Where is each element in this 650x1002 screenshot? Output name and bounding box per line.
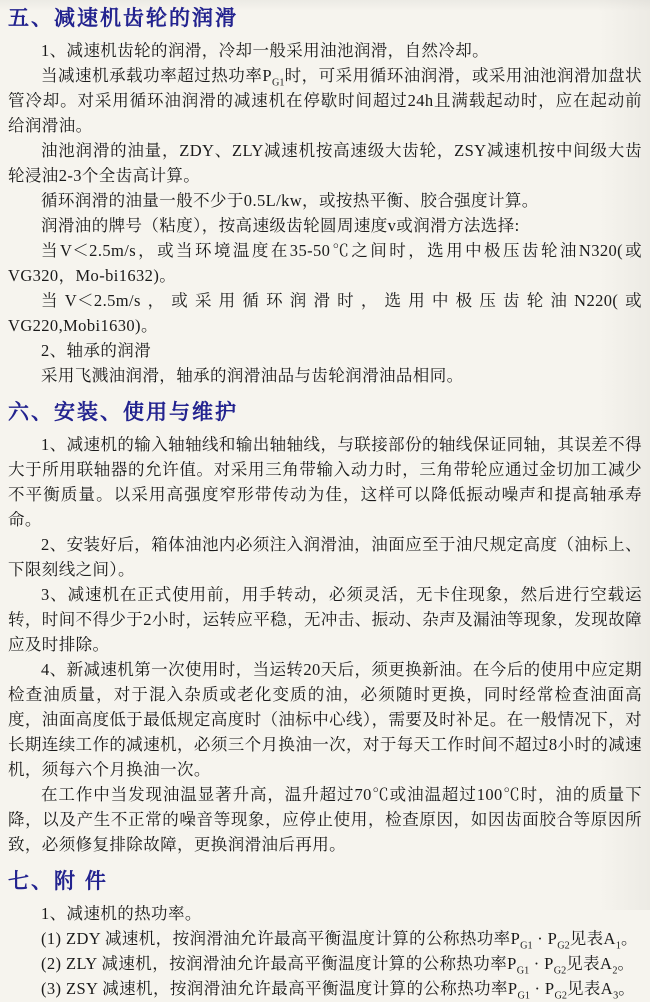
paragraph: 1、减速机的热功率。 — [41, 904, 202, 924]
paragraph: 润滑油的牌号（粘度），按高速级齿轮圆周速度v或润滑方法选择: — [41, 216, 520, 236]
paragraph: 采用飞溅油润滑，轴承的润滑油品与齿轮润滑油品相同。 — [41, 366, 464, 386]
paragraph: 当V＜2.5m/s，或当环境温度在35-50℃之间时，选用中极压齿轮油N320(或VG320，Mo-bi1632)。 — [8, 241, 642, 286]
subscript: 2 — [612, 965, 618, 977]
subscript: G1 — [516, 965, 530, 977]
section-installation-maintenance — [8, 401, 642, 857]
section-body-appendix — [8, 901, 642, 1001]
paragraph: 1、减速机齿轮的润滑，冷却一般采用油池润滑，自然冷却。 — [41, 41, 490, 61]
paragraph: 在工作中当发现油温显著升高，温升超过70℃或油温超过100℃时，油的质量下降，以及产生不正常的噪音等现象，应停止使用，检查原因，如因齿面胶合等原因所致，必须修复排除故障，更换润滑油后再用。 — [8, 785, 642, 855]
section-gear-lubrication — [8, 7, 642, 388]
subscript: G1 — [271, 77, 285, 89]
subscript: G2 — [554, 990, 567, 1002]
paragraph: (2) ZLY 减速机，按润滑油允许最高平衡温度计算的公称热功率$P_{G1} \cdot P_{G2}$见表$A_2$。 — [41, 954, 635, 977]
subscript: G2 — [553, 965, 567, 977]
paragraph: 2、安装好后，箱体油池内必须注入润滑油，油面应至于油尺规定高度（油标上、下限刻线之间）。 — [8, 535, 642, 580]
paragraph: 循环润滑的油量一般不少于0.5L/kw，或按热平衡、胶合强度计算。 — [41, 191, 539, 211]
paragraph: 3、减速机在正式使用前，用手转动，必须灵活，无卡住现象，然后进行空载运转，时间不得少于2小时，运转应平稳，无冲击、振动、杂声及漏油等现象，发现故障应及时排除。 — [8, 585, 642, 655]
section-appendix — [8, 870, 642, 1001]
paragraph: 油池润滑的油量，ZDY、ZLY减速机按高速级大齿轮，ZSY减速机按中间级大齿轮浸油2-3个全齿高计算。 — [8, 141, 642, 186]
subscript: G1 — [520, 940, 533, 952]
section-body-lubrication — [8, 38, 642, 388]
subscript: G1 — [517, 990, 530, 1002]
section-heading-installation: 六、安装、使用与维护 — [8, 401, 238, 425]
subscript: G2 — [557, 940, 570, 952]
paragraph: 当减速机承载功率超过热功率$P_{G1}$时，可采用循环油润滑，或采用油池润滑加盘状管冷却。对采用循环油润滑的减速机在停歇时间超过24h且满载起动时，应在起动前给润滑油。 — [8, 66, 643, 136]
paragraph: 2、轴承的润滑 — [41, 341, 152, 361]
paragraph: (1) ZDY 减速机，按润滑油允许最高平衡温度计算的公称热功率$P_{G1} \cdot P_{G2}$见表$A_1$。 — [41, 929, 638, 952]
subscript: 3 — [613, 990, 619, 1002]
paragraph: 当V＜2.5m/s，或采用循环润滑时，选用中极压齿轮油N220(或VG220,Mobi1630)。 — [8, 291, 642, 336]
paragraph: (3) ZSY 减速机，按润滑油允许最高平衡温度计算的公称热功率$P_{G1} \cdot P_{G2}$见表$A_3$。 — [41, 979, 636, 1002]
paragraph: 1、减速机的输入轴轴线和输出轴轴线，与联接部份的轴线保证同轴，其误差不得大于所用联轴器的允许值。对采用三角带输入动力时，三角带轮应通过金切加工减少不平衡质量。以采用高强度窄形带传动为佳，这样可以降低振动噪声和提高轴承寿命。 — [8, 435, 642, 530]
section-heading-lubrication: 五、减速机齿轮的润滑 — [8, 7, 238, 30]
paragraph: 4、新减速机第一次使用时，当运转20天后，须更换新油。在今后的使用中应定期检查油质量，对于混入杂质或老化变质的油，必须随时更换，同时经常检查油面高度，油面高度低于最低规定高度时（油标中心线），需要及时补足。在一般情况下，对长期连续工作的减速机，必须三个月换油一次，对于每天工作时间不超过8小时的减速机，须每六个月换油一次。 — [8, 660, 642, 780]
section-body-installation — [8, 432, 642, 857]
section-heading-appendix: 七、附 件 — [8, 870, 108, 894]
subscript: 1 — [615, 940, 621, 952]
